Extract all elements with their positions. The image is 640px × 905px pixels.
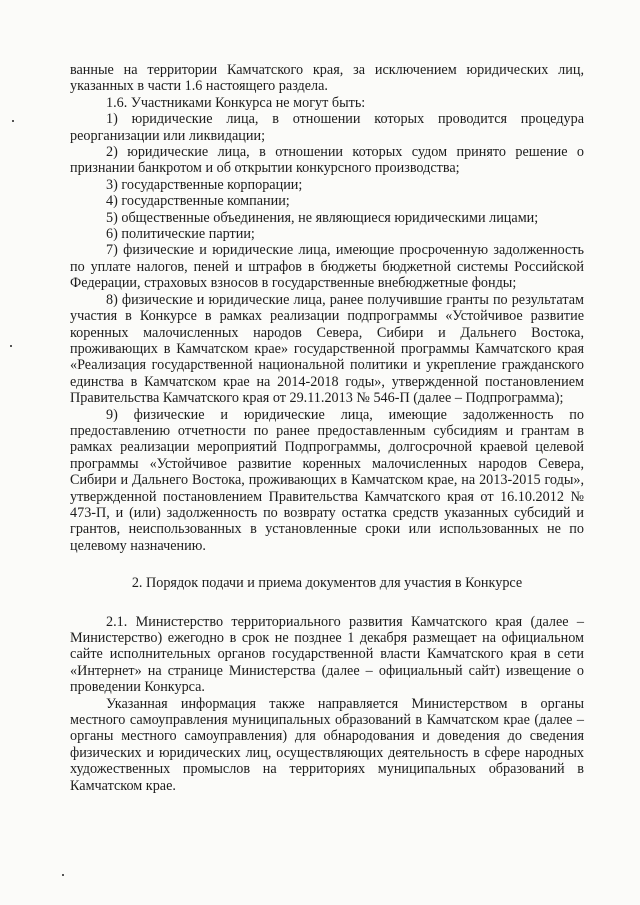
paragraph-continuation: ванные на территории Камчатского края, за исключением юридических лиц, указанных в части 1.6 настоящего раздела.: [70, 62, 584, 95]
paragraph-info: Указанная информация также направляется Министерством в органы местного самоуправления муниципальных образований в Камчатском крае (далее – органы местного самоуправления) для обнародования и доведения до сведения физических и юридических лиц, осуществляющих деятельность в сфере народных художественных промыслов на территориях муниципальных образований в Камчатском крае.: [70, 695, 584, 794]
list-item-5: 5) общественные объединения, не являющиеся юридическими лицами;: [106, 209, 539, 226]
list-item-1: 1) юридические лица, в отношении которых проводится процедура реорганизации или ликвидации;: [70, 111, 584, 144]
paragraph-1-6: 1.6. Участниками Конкурса не могут быть:: [106, 94, 366, 111]
list-item-7: 7) физические и юридические лица, имеющие просроченную задолженность по уплате налогов, пеней и штрафов в бюджеты бюджетной системы Российской Федерации, страховых взносов в государственные внебюджетные фонды;: [70, 242, 584, 292]
section-heading: 2. Порядок подачи и приема документов для участия в Конкурсе: [131, 575, 523, 592]
paragraph-2-1: 2.1. Министерство территориального развития Камчатского края (далее – Министерство) ежегодно в срок не позднее 1 декабря размещает на официальном сайте исполнительных органов государственной власти Камчатского края в сети «Интернет» на странице Министерства (далее – официальный сайт) извещение о проведении Конкурса.: [70, 613, 584, 696]
scan-speck: [10, 345, 12, 347]
scan-speck: [12, 120, 14, 122]
list-item-2: 2) юридические лица, в отношении которых судом принято решение о признании банкротом и об открытии конкурсного производства;: [70, 144, 584, 177]
list-item-6: 6) политические партии;: [106, 226, 255, 243]
list-item-4: 4) государственные компании;: [106, 193, 290, 210]
list-item-8: 8) физические и юридические лица, ранее получившие гранты по результатам участия в Конкурсе в рамках реализации подпрограммы «Устойчивое развитие коренных малочисленных народов Севера, Сибири и Дальнего Востока, проживающих в Камчатском крае» государственной программы Камчатского края «Реализация государственной национальной политики и укрепление гражданского единства в Камчатском крае на 2014-2018 годы», утвержденной постановлением Правительства Камчатского края от 29.11.2013 № 546-П (далее – Подпрограмма);: [70, 291, 584, 407]
document-page: [70, 62, 584, 794]
list-item-9: 9) физические и юридические лица, имеющие задолженность по предоставлению отчетности по ранее предоставленным субсидиям и грантам в рамках реализации мероприятий Подпрограммы, долгосрочной краевой целевой программы «Устойчивое развитие коренных малочисленных народов Севера, Сибири и Дальнего Востока, проживающих в Камчатском крае, на 2013-2015 годы», утвержденной постановлением Правительства Камчатского края от 16.10.2012 № 473-П, и (или) задолженность по возврату остатка средств указанных субсидий и грантов, неиспользованных в установленные сроки или использованных не по целевому назначению.: [70, 406, 584, 554]
scan-speck: [62, 874, 64, 876]
list-item-3: 3) государственные корпорации;: [106, 176, 303, 193]
